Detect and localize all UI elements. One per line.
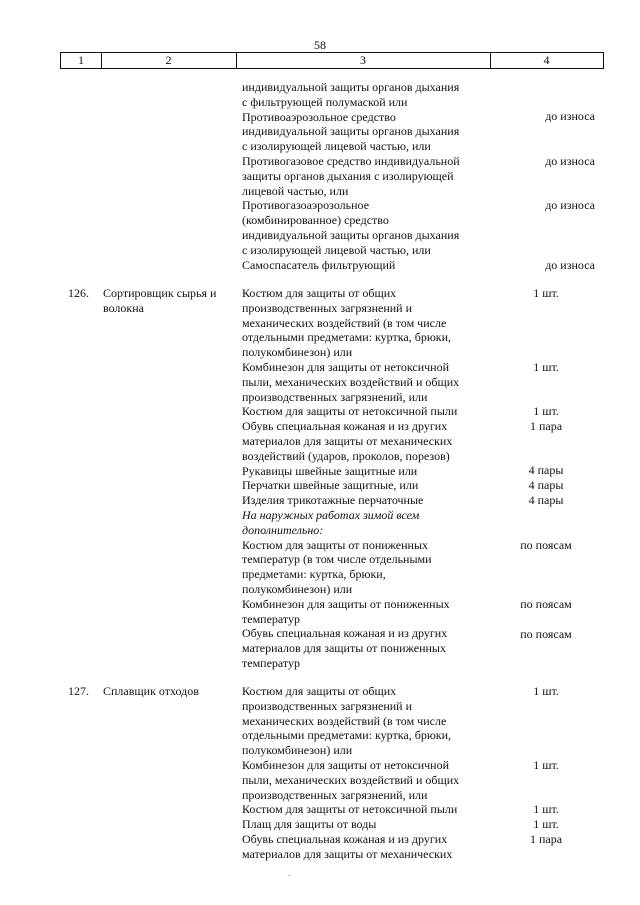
qty-cell: 1 пара [529, 419, 563, 433]
item-line: Плащ для защиты от воды [242, 817, 377, 832]
item-line: с изолирующей лицевой частью, или [242, 242, 431, 257]
qty-cell: 1 шт. [533, 360, 559, 374]
item-line: индивидуальной защиты органов дыхания [242, 80, 460, 94]
item-line: Обувь специальная кожаная и из других [242, 419, 448, 434]
item-line: материалов для защиты от механических [242, 433, 453, 448]
qty-cell: до износа [545, 154, 595, 168]
item-line: Комбинезон для защиты от нетоксичной [242, 757, 450, 772]
profession-name-line: Сортировщик сырья и [103, 286, 217, 300]
profession-name [103, 286, 233, 316]
header-col-3: 3 [360, 53, 366, 67]
profession-name-line: Сплавщик отходов [103, 684, 199, 698]
item-line: Противогазоаэрозольное [242, 198, 370, 213]
qty-cell: 4 пары [528, 478, 564, 492]
items-126 [242, 286, 504, 671]
item-line: Противогазовое средство индивидуальной [242, 153, 460, 168]
item-line: механических воздействий (в том числе [242, 315, 447, 330]
item-line: отдельными предметами: куртка, брюки, [242, 728, 452, 743]
row-number: 126. [68, 286, 89, 300]
item-line: Костюм для защиты от пониженных [242, 537, 429, 552]
item-line: производственных загрязнений, или [242, 389, 428, 404]
item-line: Костюм для защиты от нетоксичной пыли [242, 802, 458, 817]
item-line: Комбинезон для защиты от пониженных [242, 596, 450, 611]
item-line: защиты органов дыхания с изолирующей [242, 168, 454, 183]
item-line: полукомбинезон) или [242, 345, 353, 360]
qty-cell: 4 пары [528, 463, 564, 477]
item-line: Рукавицы швейные защитные или [242, 463, 418, 478]
item-line: Костюм для защиты от общих [242, 684, 397, 698]
qty-cell: 1 шт. [533, 684, 559, 698]
item-line: Костюм для защиты от нетоксичной пыли [242, 404, 458, 419]
table-header [60, 52, 604, 69]
profession-name-line: волокна [103, 300, 144, 315]
qty-cell: до износа [545, 109, 595, 123]
item-line: температур [242, 611, 301, 626]
qty-cell: 4 пары [528, 493, 564, 507]
item-line: Обувь специальная кожаная и из других [242, 831, 448, 846]
qty-cell: до износа [545, 198, 595, 212]
profession-name [103, 684, 233, 699]
header-col-1: 1 [78, 53, 84, 67]
item-line: Обувь специальная кожаная и из других [242, 626, 448, 641]
item-line: Комбинезон для защиты от нетоксичной [242, 359, 450, 374]
qty-cell: 1 шт. [533, 404, 559, 418]
item-line: температур [242, 655, 301, 670]
item-line: воздействий (ударов, проколов, порезов) [242, 448, 450, 463]
item-line: с изолирующей лицевой частью, или [242, 139, 431, 154]
item-line: индивидуальной защиты органов дыхания [242, 227, 460, 242]
items-continuation [242, 80, 504, 272]
scan-speck: . [288, 868, 291, 878]
item-line: пыли, механических воздействий и общих [242, 374, 460, 389]
item-line: производственных загрязнений и [242, 698, 413, 713]
qty-cell: по поясам [520, 597, 572, 611]
qty-cell: 1 шт. [533, 286, 559, 300]
item-line: лицевой частью, или [242, 183, 349, 198]
item-line: индивидуальной защиты органов дыхания [242, 124, 460, 139]
qty-cell: до износа [545, 258, 595, 272]
item-line: Изделия трикотажные перчаточные [242, 493, 424, 508]
item-line: полукомбинезон) или [242, 743, 353, 758]
qty-cell: 1 пара [529, 832, 563, 846]
item-line: материалов для защиты от пониженных [242, 641, 446, 656]
item-line: механических воздействий (в том числе [242, 713, 447, 728]
item-line: Противоаэрозольное средство [242, 109, 396, 124]
item-line: материалов для защиты от механических [242, 846, 453, 861]
header-col-4: 4 [543, 53, 550, 67]
qty-cell: 1 шт. [533, 817, 559, 831]
qty-cell: 1 шт. [533, 802, 559, 816]
qty-cell: по поясам [520, 538, 572, 552]
page-number: 58 [314, 38, 326, 52]
header-col-2: 2 [165, 53, 172, 67]
item-line: Самоспасатель фильтрующий [242, 257, 396, 272]
item-line: Костюм для защиты от общих [242, 286, 397, 300]
item-line: температур (в том числе отдельными [242, 552, 432, 567]
item-line: производственных загрязнений и [242, 300, 413, 315]
qty-cell: 1 шт. [533, 758, 559, 772]
qty-cell: по поясам [520, 627, 572, 641]
italic-note: дополнительно: [242, 522, 324, 537]
row-number: 127. [68, 684, 89, 698]
item-line: полукомбинезон) или [242, 581, 353, 596]
item-line: пыли, механических воздействий и общих [242, 772, 460, 787]
item-line: с фильтрующей полумаской или [242, 94, 408, 109]
item-line: (комбинированное) средство [242, 213, 389, 228]
item-line: производственных загрязнений, или [242, 787, 428, 802]
items-127 [242, 684, 504, 862]
item-line: Перчатки швейные защитные, или [242, 478, 419, 493]
item-line: предметами: куртка, брюки, [242, 567, 386, 582]
item-line: отдельными предметами: куртка, брюки, [242, 330, 452, 345]
italic-note: На наружных работах зимой всем [242, 507, 420, 522]
